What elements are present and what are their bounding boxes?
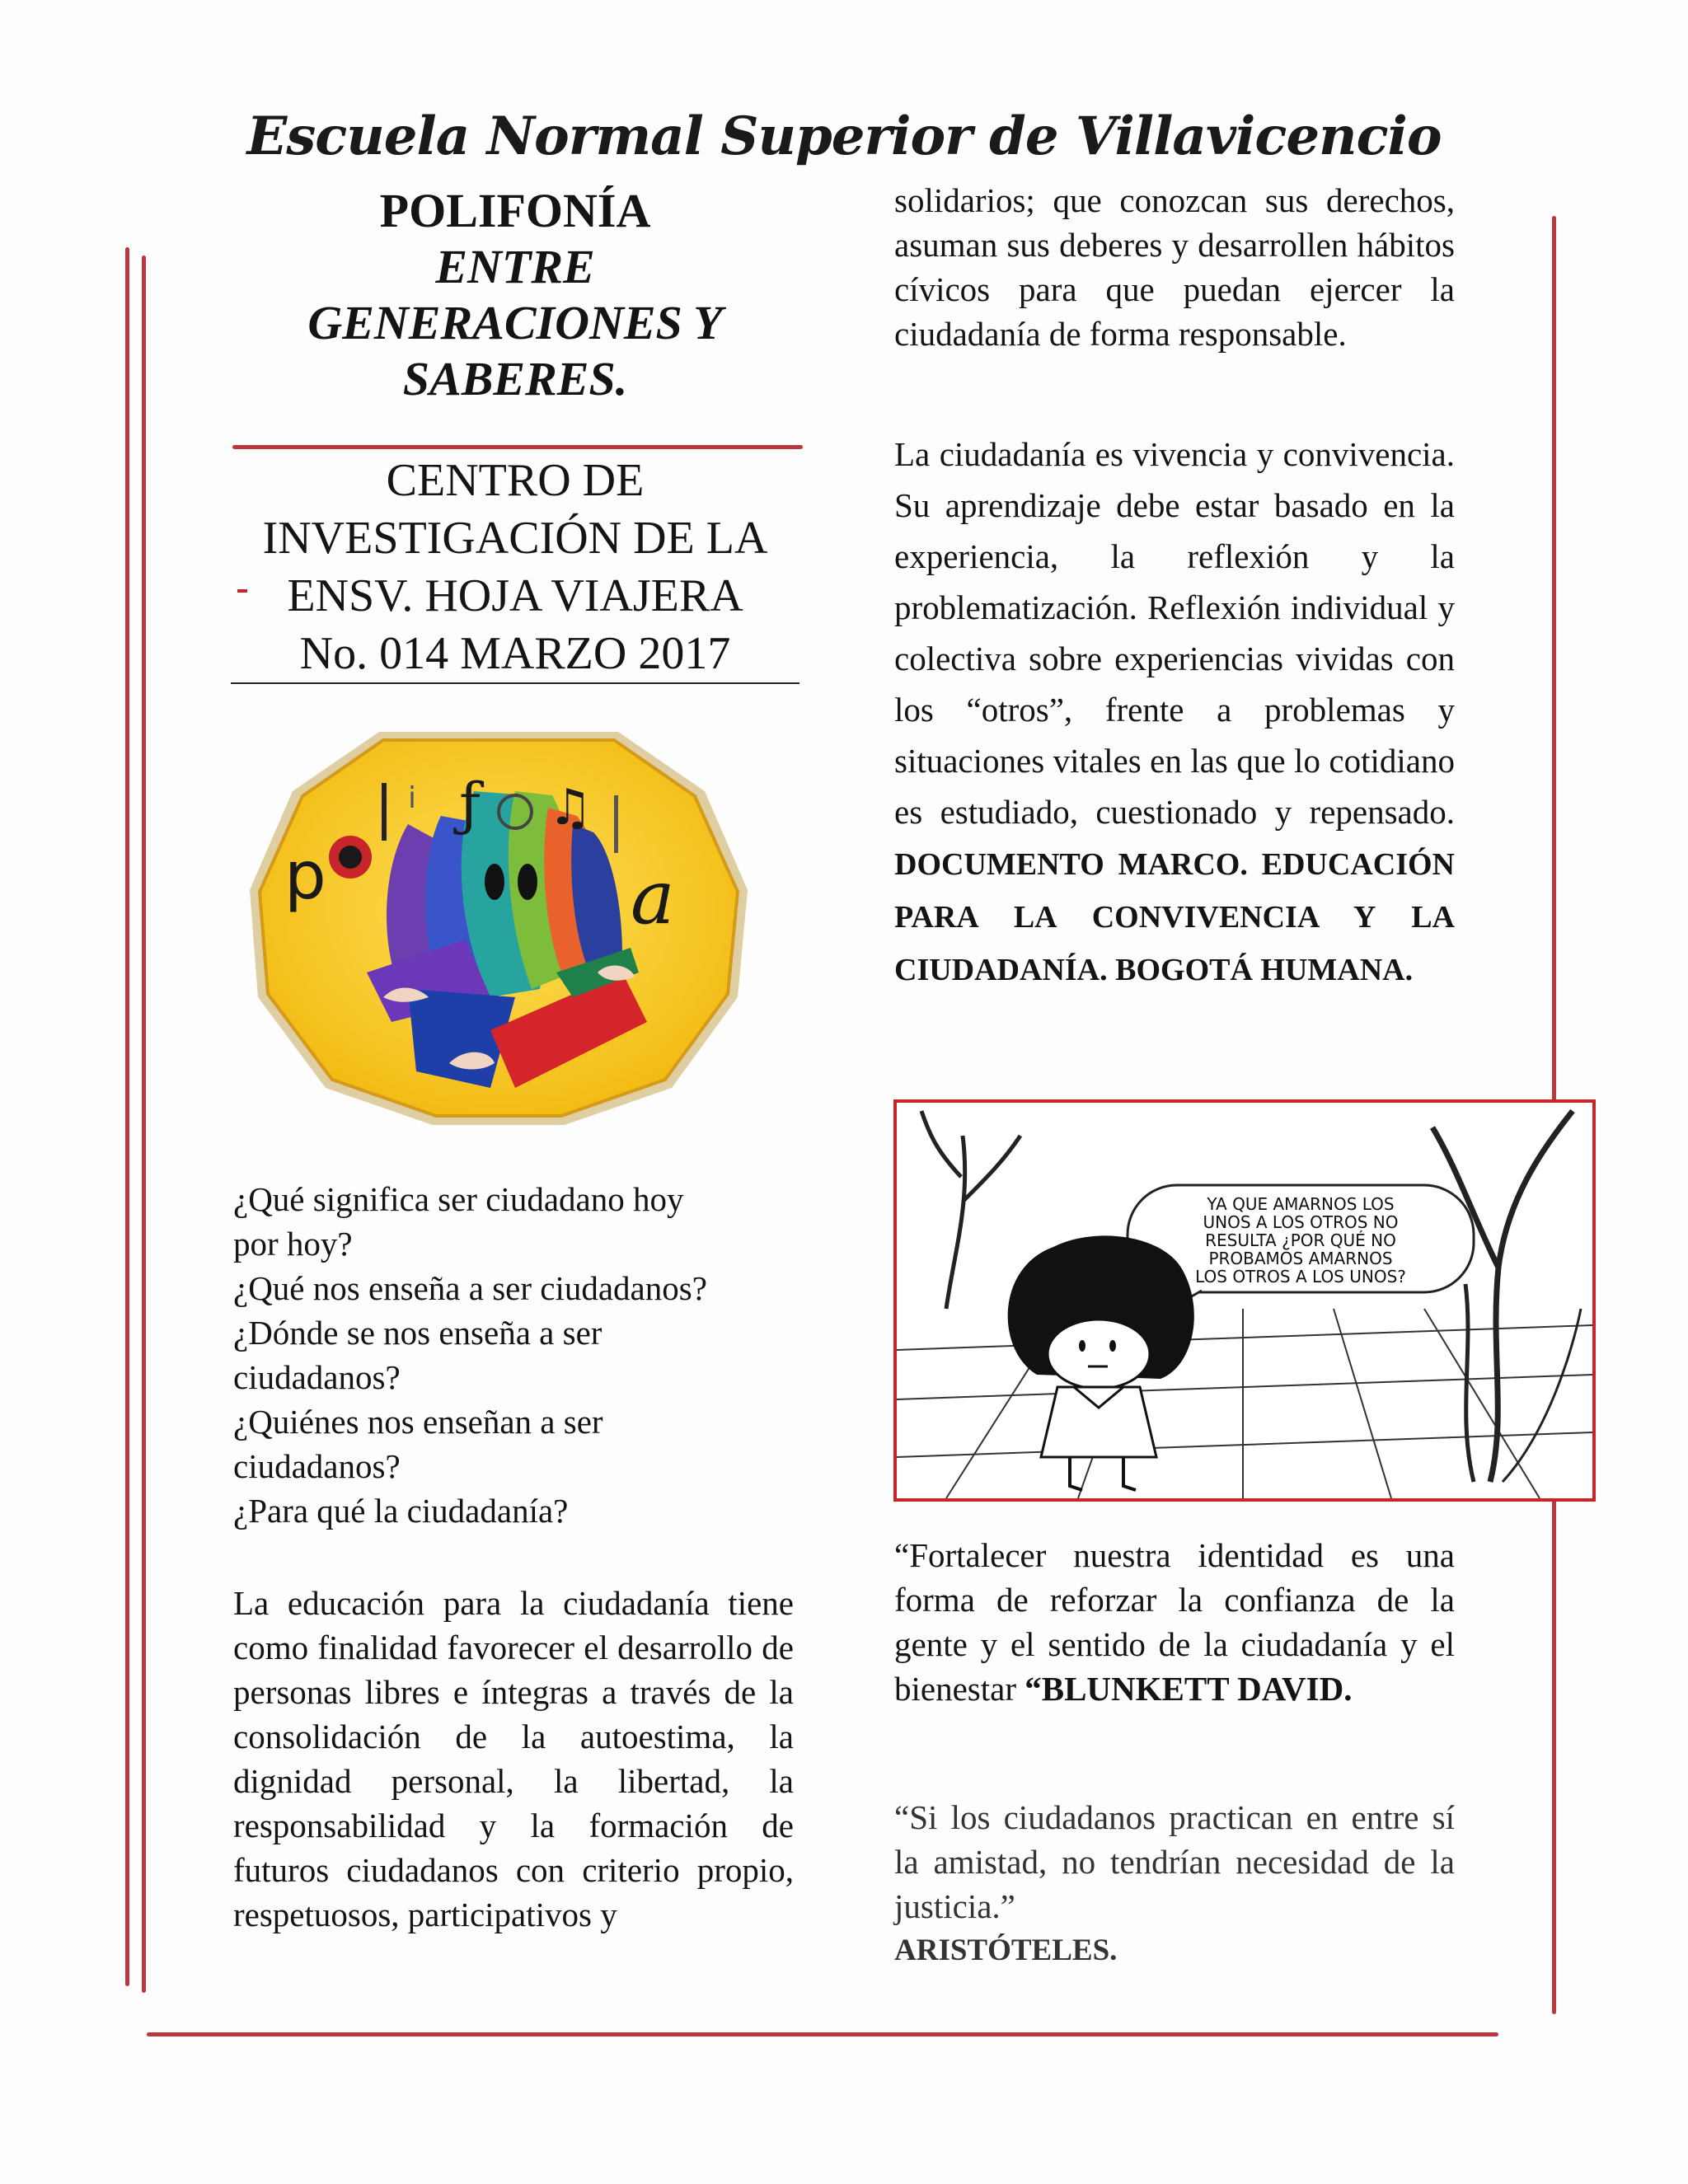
questions-list: [233, 1177, 794, 1533]
issue-line-2: INVESTIGACIÓN DE LA: [262, 513, 768, 564]
question-line: ¿Qué nos enseña a ser ciudadanos?: [233, 1269, 707, 1307]
issue-underline: [231, 682, 799, 684]
title-line-2: ENTRE: [435, 240, 595, 293]
svg-text:i: i: [408, 781, 417, 815]
question-line: ¿Para qué la ciudadanía?: [233, 1492, 569, 1530]
question-line: ¿Qué significa ser ciudadano hoy: [233, 1180, 684, 1218]
quote-blunkett: [894, 1533, 1455, 1711]
right-paragraph-2-source: DOCUMENTO MARCO. EDUCACIÓN PARA LA CONVIVENCIA Y LA CIUDADANÍA. BOGOTÁ HUMANA.: [894, 847, 1455, 987]
question-line: ¿Quiénes nos enseñan a ser: [233, 1403, 603, 1441]
title-line-4: SABERES.: [402, 352, 628, 405]
speech-line: UNOS A LOS OTROS NO: [1203, 1212, 1399, 1232]
school-header: Escuela Normal Superior de Villavicencio: [246, 105, 1442, 167]
mafalda-cartoon: [893, 1099, 1596, 1502]
question-line: ciudadanos?: [233, 1447, 401, 1485]
svg-text:a: a: [631, 855, 675, 941]
question-line: ciudadanos?: [233, 1358, 401, 1396]
speech-line: YA QUE AMARNOS LOS: [1207, 1194, 1395, 1214]
question-line: ¿Dónde se nos enseña a ser: [233, 1314, 603, 1352]
left-frame-rule-inner: [142, 255, 146, 1993]
bottom-frame-rule: [147, 2032, 1498, 2036]
speech-line: LOS OTROS A LOS UNOS?: [1195, 1267, 1406, 1286]
newsletter-title: [206, 183, 824, 407]
speech-line: PROBAMOS AMARNOS: [1208, 1249, 1393, 1268]
left-frame-rule-outer: [125, 247, 129, 1986]
title-line-1: POLIFONÍA: [379, 184, 651, 237]
title-line-3: GENERACIONES Y: [307, 296, 723, 349]
cartoon-drawing: [897, 1103, 1592, 1498]
issue-line-1: CENTRO DE: [386, 455, 645, 506]
issue-info: [231, 452, 799, 682]
right-paragraph-2: La ciudadanía es vivencia y convivencia. Su aprendizaje debe estar basado en la experiencia, la reflexión y la problematización. Reflexión individual y colectiva sobre experiencias vividas con los “otros”, frente a problemas y situaciones vitales en las que lo cotidiano es estudiado, cuestionado y repensado.: [894, 435, 1455, 831]
title-divider: [232, 445, 803, 449]
quote-aristoteles-author: ARISTÓTELES.: [894, 1933, 1118, 1967]
quote-aristoteles: [894, 1795, 1455, 1973]
question-line: por hoy?: [233, 1225, 353, 1263]
issue-line-3: ENSV. HOJA VIAJERA: [287, 570, 743, 621]
left-paragraph: La educación para la ciudadanía tiene como finalidad favorecer el desarrollo de personas libres e íntegras a través de la consolidación de la autoestima, la dignidad personal, la libertad, la responsabilidad y la formación de futuros ciudadanos con criterio propio, respetuosos, participativos y: [233, 1584, 794, 1933]
right-paragraph-2-block: [894, 429, 1455, 996]
quote-aristoteles-text: “Si los ciudadanos practican en entre sí la amistad, no tendrían necesidad de la justicia.”: [894, 1798, 1455, 1925]
issue-line-4: No. 014 MARZO 2017: [299, 628, 731, 679]
svg-text:p: p: [284, 837, 326, 914]
right-paragraph-1: solidarios; que conozcan sus derechos, asuman sus deberes y desarrollen hábitos cívicos para que puedan ejercer la ciudadanía de forma responsable.: [894, 181, 1455, 353]
polifonia-logo: [243, 725, 754, 1129]
quote-blunkett-text: “Fortalecer nuestra identidad es una forma de reforzar la confianza de la gente y el sentido de la ciudadanía y el bienestar: [894, 1536, 1455, 1708]
speech-line: RESULTA ¿POR QUÉ NO: [1205, 1230, 1396, 1250]
svg-text:ƒ: ƒ: [459, 771, 481, 838]
quote-blunkett-author: “BLUNKETT DAVID.: [1025, 1670, 1353, 1708]
polifonia-logo-graphic: [243, 725, 754, 1129]
svg-text:♫: ♫: [548, 779, 593, 837]
